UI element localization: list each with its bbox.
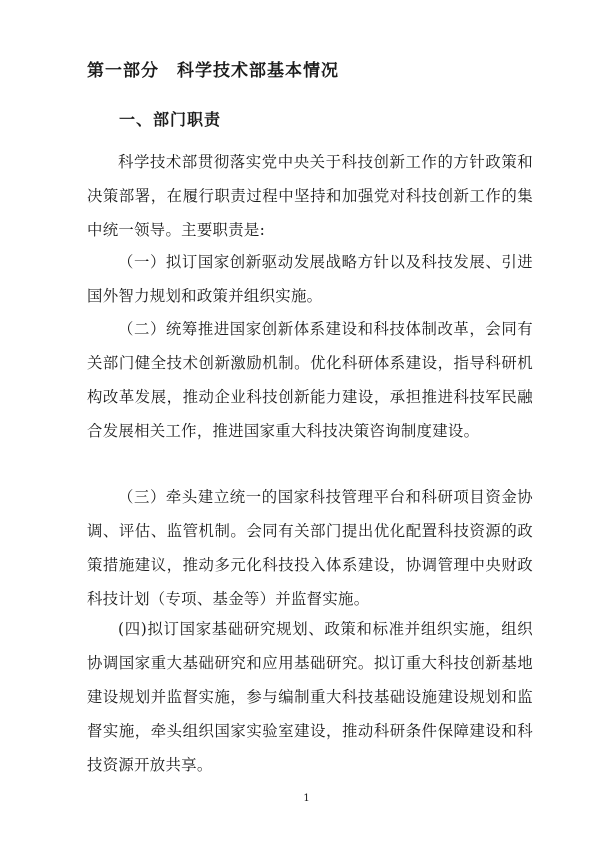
duty-paragraph-2: （二）统筹推进国家创新体系建设和科技体制改革，会同有关部门健全技术创新激励机制。优化科研体系建设，指导科研机构改革发展，推动企业科技创新能力建设，承担推进科技军民融合发展相关工作，推进国家重大科技决策咨询制度建设。 <box>87 320 533 440</box>
part-title: 第一部分 科学技术部基本情况 <box>87 61 339 81</box>
duty-paragraph-4: (四)拟订国家基础研究规划、政策和标准并组织实施，组织协调国家重大基础研究和应用基础研究。拟订重大科技创新基地建设规划并监督实施，参与编制重大科技基础设施建设规划和监督实施，牵头组织国家实验室建设，推动科研条件保障建设和科技资源开放共享。 <box>87 620 533 774</box>
section-heading: 一、部门职责 <box>119 110 222 129</box>
intro-paragraph: 科学技术部贯彻落实党中央关于科技创新工作的方针政策和决策部署，在履行职责过程中坚持和加强党对科技创新工作的集中统一领导。主要职责是: <box>87 153 533 239</box>
duty-paragraph-1: （一）拟订国家创新驱动发展战略方针以及科技发展、引进国外智力规划和政策并组织实施。 <box>87 253 533 305</box>
duty-paragraph-3: （三）牵头建立统一的国家科技管理平台和科研项目资金协调、评估、监管机制。会同有关部门提出优化配置科技资源的政策措施建议，推动多元化科技投入体系建设，协调管理中央财政科技计划（专项、基金等）并监督实施。 <box>87 488 533 608</box>
page-number: 1 <box>303 793 310 804</box>
